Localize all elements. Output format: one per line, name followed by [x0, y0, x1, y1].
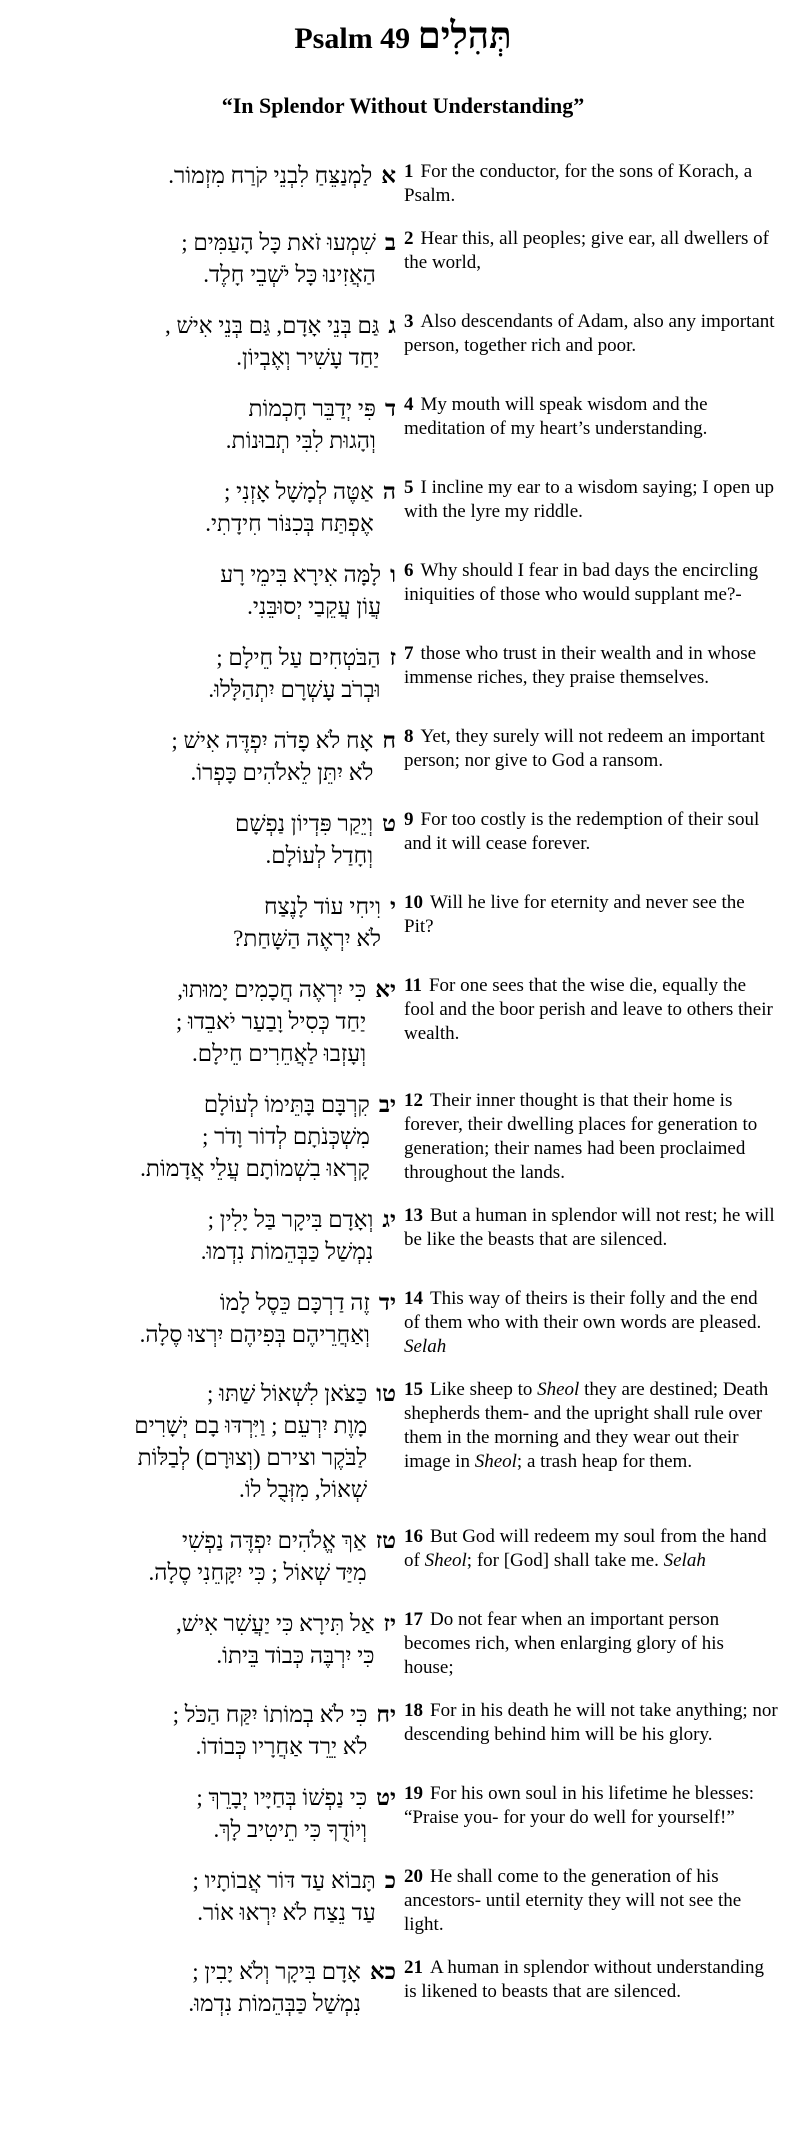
verse-english [404, 642, 778, 690]
verse-row [28, 1378, 778, 1506]
verse-hebrew [28, 1204, 396, 1268]
verse-hebrew-letter: יט [376, 1785, 396, 1810]
italic-term: Sheol [424, 1550, 467, 1571]
verse-hebrew-text: הַבֹּטְחִים עַל חֵילָם ; וּבְרֹב עָשְׁרָם יִתְהַלָּלוּ. [208, 645, 381, 702]
verse-hebrew-text: וְיֵקַר פִּדְיוֹן נַפְשָׁם וְחָדַל לְעוֹלָם. [235, 811, 374, 868]
verse-english [404, 725, 778, 773]
verse-hebrew-letter: יח [376, 1702, 396, 1727]
verse-english-text [404, 1526, 767, 1571]
verse-hebrew [28, 1865, 396, 1929]
verse-english-text [404, 892, 745, 937]
verse-number: 7 [404, 643, 414, 664]
verse-english [404, 310, 778, 358]
verse-number: 19 [404, 1783, 423, 1804]
verse-hebrew-text: כִּי לֹא בְמוֹתוֹ יִקַּח הַכֹּל ; לֹא יֵרֵד אַחֲרָיו כְּבוֹדוֹ. [172, 1702, 368, 1759]
english-text-segment: they are destined; Death shepherds them- and the upright shall rule over them in the morning and they wear out their image in [404, 1379, 769, 1472]
verse-english-text [404, 560, 758, 605]
verse-row [28, 974, 778, 1070]
verse-hebrew [28, 1608, 396, 1672]
verse-row [28, 476, 778, 540]
verse-hebrew-letter: טו [376, 1381, 396, 1406]
verse-english [404, 1525, 778, 1573]
verse-english [404, 1204, 778, 1252]
verse-hebrew-text: לַמְנַצֵּחַ לִבְנֵי קֹרַח מִזְמוֹר. [168, 163, 373, 188]
italic-term: Selah [404, 1336, 447, 1357]
verse-row [28, 559, 778, 623]
verse-number: 6 [404, 560, 414, 581]
english-text-segment: My mouth will speak wisdom and the meditation of my heart’s understanding. [404, 394, 708, 439]
page-title-hebrew: תְּהִלִים [417, 16, 512, 57]
verse-hebrew-letter: ח [382, 728, 396, 753]
verse-hebrew-text: אָדָם בִּיקָר וְלֹא יָבִין ; נִמְשַׁל כַּבְּהֵמוֹת נִדְמוּ. [188, 1959, 361, 2016]
verse-english [404, 559, 778, 607]
english-text-segment: Will he live for eternity and never see the Pit? [404, 892, 745, 937]
verse-hebrew-letter: א [381, 163, 396, 188]
verse-english-text [404, 1379, 768, 1472]
english-text-segment: Do not fear when an important person becomes rich, when enlarging glory of his house; [404, 1609, 724, 1678]
verse-number: 17 [404, 1609, 423, 1630]
verse-hebrew-text: לָמָּה אִירָא בִּימֵי רָע עֲוֹן עֲקֵבַי יְסוּבֵּנִי. [220, 562, 382, 619]
verse-english-text [404, 1609, 724, 1678]
verse-english [404, 808, 778, 856]
verse-hebrew-text: כַּצֹּאן לִשְׁאוֹל שַׁתּוּ ; מָוֶת יִרְעֵם ; וַיִּרְדּוּ בָם יְשָׁרִים לַבֹּקֶר וצירם (וְצוּרָם) לְבַלּוֹת שְׁאוֹל, מִזְּבֻל לוֹ. [134, 1381, 368, 1502]
verse-number: 10 [404, 892, 423, 913]
verse-hebrew-text: כִּי יִרְאֶה חֲכָמִים יָמוּתוּ, יַחַד כְּסִיל וָבַעַר יֹאבֵדוּ ; וְעָזְבוּ לַאֲחֵרִים חֵילָם. [175, 977, 367, 1066]
verse-row [28, 725, 778, 789]
verse-hebrew-text: זֶה דַרְכָּם כֵּסֶל לָמוֹ וְאַחֲרֵיהֶם בְּפִיהֶם יִרְצוּ סֶלָה. [139, 1290, 370, 1347]
verse-row [28, 1608, 778, 1680]
english-text-segment: ; for [God] shall take me. [466, 1550, 664, 1571]
verse-hebrew [28, 393, 396, 457]
verse-hebrew [28, 725, 396, 789]
verse-row [28, 891, 778, 955]
verse-row [28, 1204, 778, 1268]
english-text-segment: I incline my ear to a wisdom saying; I open up with the lyre my riddle. [404, 477, 775, 522]
verse-row [28, 1089, 778, 1185]
verse-english-text [404, 809, 759, 854]
verse-hebrew-letter: י [389, 894, 396, 919]
verse-english-text [404, 1090, 757, 1183]
verse-number: 12 [404, 1090, 423, 1111]
verse-hebrew-letter: ב [384, 230, 396, 255]
page-title [28, 14, 778, 62]
verse-hebrew-letter: כא [369, 1959, 396, 1984]
verse-english [404, 1865, 778, 1937]
verse-english [404, 974, 778, 1046]
verse-hebrew-text: אַטֶּה לְמָשָׁל אָזְנִי ; אֶפְתַּח בְּכִנּוֹר חִידָתִי. [205, 479, 374, 536]
verse-hebrew-letter: יד [378, 1290, 396, 1315]
verse-number: 9 [404, 809, 414, 830]
verse-number: 8 [404, 726, 414, 747]
verse-row [28, 1287, 778, 1359]
verse-number: 16 [404, 1526, 423, 1547]
verse-english [404, 1699, 778, 1747]
verse-number: 21 [404, 1957, 423, 1978]
verse-number: 4 [404, 394, 414, 415]
english-text-segment: Also descendants of Adam, also any important person, together rich and poor. [404, 311, 775, 356]
verse-hebrew [28, 1956, 396, 2020]
verse-row [28, 808, 778, 872]
verse-english-text [404, 1288, 761, 1357]
english-text-segment: Hear this, all peoples; give ear, all dwellers of the world, [404, 228, 770, 273]
verse-hebrew-text: כִּי נַפְשׁוֹ בְּחַיָּיו יְבָרֵךְ ; וְיוֹדֻךָ כִּי תֵיטִיב לָךְ. [196, 1785, 368, 1842]
english-text-segment: For too costly is the redemption of their soul and it will cease forever. [404, 809, 760, 854]
italic-term: Sheol [537, 1379, 580, 1400]
verse-number: 15 [404, 1379, 423, 1400]
verse-hebrew-letter: יא [375, 977, 396, 1002]
verse-row [28, 1865, 778, 1937]
english-text-segment: For one sees that the wise die, equally the fool and the boor perish and leave to others their wealth. [404, 975, 773, 1044]
verse-hebrew [28, 1782, 396, 1846]
verse-english [404, 1782, 778, 1830]
verse-hebrew [28, 642, 396, 706]
verse-english-text [404, 1700, 778, 1745]
verse-hebrew-text: אָח לֹא פָדֹה יִפְדֶּה אִישׁ ; לֹא יִתֵּן לֵאלֹהִים כָּפְרוֹ. [171, 728, 374, 785]
verse-english [404, 160, 778, 208]
verse-hebrew-text: גַּם בְּנֵי אָדָם, גַּם בְּנֵי אִישׁ , יַחַד עָשִׁיר וְאֶבְיוֹן. [164, 313, 380, 370]
english-text-segment: Yet, they surely will not redeem an important person; nor give to God a ransom. [404, 726, 765, 771]
page-title-english: Psalm 49 [294, 22, 411, 55]
verse-hebrew-letter: יב [378, 1092, 396, 1117]
verse-number: 11 [404, 975, 422, 996]
verse-hebrew-text: שִׁמְעוּ זֹאת כָּל הָעַמִּים ; הַאֲזִינוּ כָּל יֹשְׁבֵי חָלֶד. [181, 230, 376, 287]
verse-hebrew-text: פִּי יְדַבֵּר חָכְמוֹת וְהָגוּת לִבִּי תְבוּנוֹת. [225, 396, 376, 453]
verse-row [28, 393, 778, 457]
english-text-segment: A human in splendor without understanding is likened to beasts that are silenced. [404, 1957, 765, 2002]
verse-row [28, 227, 778, 291]
verse-hebrew-text: תָּבוֹא עַד דּוֹר אֲבוֹתָיו ; עַד נֵצַח לֹא יִרְאוּ אוֹר. [192, 1868, 376, 1925]
verse-hebrew [28, 310, 396, 374]
verse-english-text [404, 228, 769, 273]
verse-english [404, 1956, 778, 2004]
verse-hebrew [28, 1089, 396, 1185]
italic-term: Selah [663, 1550, 706, 1571]
verse-hebrew-letter: ז [389, 645, 396, 670]
english-text-segment: Why should I fear in bad days the encircling iniquities of those who would supplant me?- [404, 560, 759, 605]
verse-hebrew-letter: ד [384, 396, 396, 421]
verse-hebrew-text: אַל תִּירָא כִּי יַעֲשִׁר אִישׁ, כִּי יִרְבֶּה כְּבוֹד בֵּיתוֹ. [176, 1611, 375, 1668]
verse-row [28, 642, 778, 706]
verse-english [404, 476, 778, 524]
verse-hebrew [28, 227, 396, 291]
verse-hebrew [28, 1525, 396, 1589]
verse-english-text [404, 311, 775, 356]
verse-number: 14 [404, 1288, 423, 1309]
verse-hebrew-letter: טז [375, 1528, 396, 1553]
verse-hebrew-letter: ה [382, 479, 396, 504]
verse-english [404, 891, 778, 939]
verse-number: 5 [404, 477, 414, 498]
verse-hebrew-text: וְאָדָם בִּיקָר בַּל יָלִין ; נִמְשַׁל כַּבְּהֵמוֹת נִדְמוּ. [200, 1207, 374, 1264]
verse-hebrew [28, 1699, 396, 1763]
verse-row [28, 1525, 778, 1589]
verse-number: 2 [404, 228, 414, 249]
verse-row [28, 1956, 778, 2020]
verse-english-text [404, 477, 774, 522]
verse-english-text [404, 726, 765, 771]
english-text-segment: ; a trash heap for them. [516, 1451, 693, 1472]
verse-hebrew-text: אַךְ אֱלֹהִים יִפְדֶּה נַפְשִׁי מִיַּד שְׁאוֹל ; כִּי יִקָּחֵנִי סֶלָה. [148, 1528, 367, 1585]
verse-english-text [404, 1205, 775, 1250]
verse-english-text [404, 1866, 741, 1935]
verse-hebrew [28, 476, 396, 540]
english-text-segment: But a human in splendor will not rest; he will be like the beasts that are silenced. [404, 1205, 775, 1250]
verse-row [28, 160, 778, 208]
verse-english [404, 1608, 778, 1680]
english-text-segment: For the conductor, for the sons of Korach, a Psalm. [404, 161, 753, 206]
verse-english-text [404, 161, 752, 206]
verse-list [28, 160, 778, 2020]
english-text-segment: This way of theirs is their folly and the end of them who with their own words are pleased. [404, 1288, 762, 1333]
verse-row [28, 1699, 778, 1763]
italic-term: Sheol [474, 1451, 517, 1472]
verse-english-text [404, 1957, 764, 2002]
verse-hebrew-letter: ו [390, 562, 396, 587]
verse-hebrew [28, 974, 396, 1070]
verse-number: 3 [404, 311, 414, 332]
verse-hebrew-letter: ג [388, 313, 396, 338]
verse-english-text [404, 394, 708, 439]
verse-number: 20 [404, 1866, 423, 1887]
english-text-segment: But God will redeem my soul from the hand of [404, 1526, 767, 1571]
verse-hebrew [28, 1287, 396, 1351]
verse-hebrew [28, 808, 396, 872]
verse-hebrew-letter: יז [383, 1611, 396, 1636]
english-text-segment: Like sheep to [430, 1379, 538, 1400]
verse-english [404, 1378, 778, 1474]
verse-number: 13 [404, 1205, 423, 1226]
verse-number: 1 [404, 161, 414, 182]
verse-hebrew-letter: ט [382, 811, 396, 836]
verse-english [404, 1287, 778, 1359]
verse-row [28, 310, 778, 374]
verse-hebrew-letter: יג [382, 1207, 396, 1232]
english-text-segment: For his own soul in his lifetime he blesses: “Praise you- for your do well for yourself!” [404, 1783, 755, 1828]
verse-number: 18 [404, 1700, 423, 1721]
verse-hebrew [28, 559, 396, 623]
verse-english [404, 1089, 778, 1185]
verse-hebrew-letter: כ [384, 1868, 396, 1893]
page-subtitle: “In Splendor Without Understanding” [221, 93, 585, 118]
verse-english-text [404, 975, 773, 1044]
verse-hebrew [28, 1378, 396, 1506]
verse-hebrew-text: קִרְבָּם בָּתֵּימוֹ לְעוֹלָם מִשְׁכְּנֹתָם לְדוֹר וָדֹר ; קָרְאוּ בִשְׁמוֹתָם עֲלֵי אֲדָמוֹת. [140, 1092, 370, 1181]
verse-english [404, 393, 778, 441]
english-text-segment: Their inner thought is that their home is forever, their dwelling places for generation to generation; their names had been proclaimed throughout the lands. [404, 1090, 758, 1183]
english-text-segment: those who trust in their wealth and in whose immense riches, they praise themselves. [404, 643, 757, 688]
verse-hebrew-text: וִיחִי עוֹד לָנֶצַח לֹא יִרְאֶה הַשָּׁחַת? [233, 894, 381, 951]
verse-hebrew [28, 891, 396, 955]
english-text-segment: For in his death he will not take anything; nor descending behind him will be his glory. [404, 1700, 778, 1745]
verse-english [404, 227, 778, 275]
verse-row [28, 1782, 778, 1846]
verse-hebrew [28, 160, 396, 192]
verse-english-text [404, 643, 756, 688]
english-text-segment: He shall come to the generation of his ancestors- until eternity they will not see the light. [404, 1866, 742, 1935]
verse-english-text [404, 1783, 754, 1828]
